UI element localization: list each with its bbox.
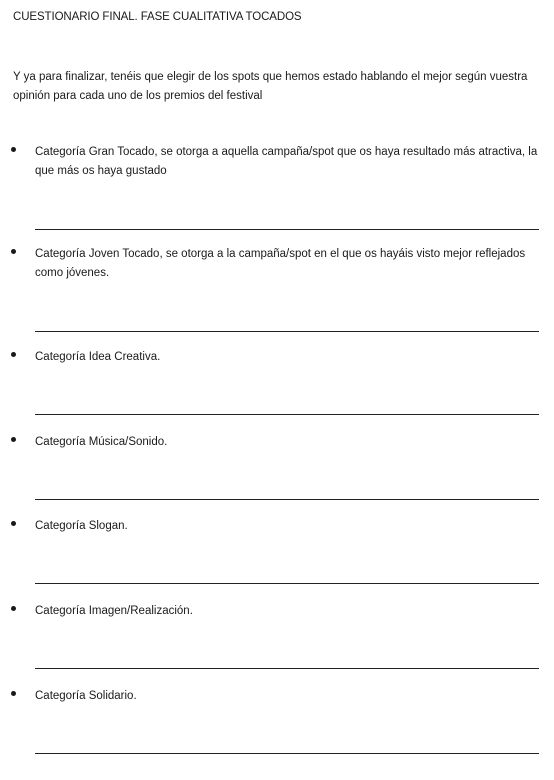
answer-line[interactable] bbox=[35, 331, 539, 332]
bullet-icon bbox=[11, 691, 16, 696]
category-text: Categoría Slogan. bbox=[35, 520, 128, 532]
answer-line[interactable] bbox=[35, 753, 539, 754]
intro-paragraph: Y ya para finalizar, tenéis que elegir de los spots que hemos estado hablando el mejor según vuestra opinión para cada uno de los premios del festival bbox=[13, 71, 528, 102]
answer-line[interactable] bbox=[35, 583, 539, 584]
answer-line[interactable] bbox=[35, 229, 539, 230]
bullet-icon bbox=[11, 437, 16, 442]
category-text: Categoría Joven Tocado, se otorga a la campaña/spot en el que os hayáis visto mejor reflejados como jóvenes. bbox=[35, 248, 526, 279]
bullet-icon bbox=[11, 352, 16, 357]
category-text: Categoría Música/Sonido. bbox=[35, 436, 168, 448]
bullet-icon bbox=[11, 521, 16, 526]
bullet-icon bbox=[11, 606, 16, 611]
category-text: Categoría Gran Tocado, se otorga a aquella campaña/spot que os haya resultado más atractiva, la que más os haya gustado bbox=[35, 146, 538, 177]
answer-line[interactable] bbox=[35, 668, 539, 669]
answer-line[interactable] bbox=[35, 499, 539, 500]
category-text: Categoría Idea Creativa. bbox=[35, 351, 161, 363]
bullet-icon bbox=[11, 147, 16, 152]
answer-line[interactable] bbox=[35, 414, 539, 415]
page-title: CUESTIONARIO FINAL. FASE CUALITATIVA TOCADOS bbox=[13, 11, 302, 23]
bullet-icon bbox=[11, 249, 16, 254]
category-text: Categoría Imagen/Realización. bbox=[35, 605, 193, 617]
category-text: Categoría Solidario. bbox=[35, 690, 137, 702]
